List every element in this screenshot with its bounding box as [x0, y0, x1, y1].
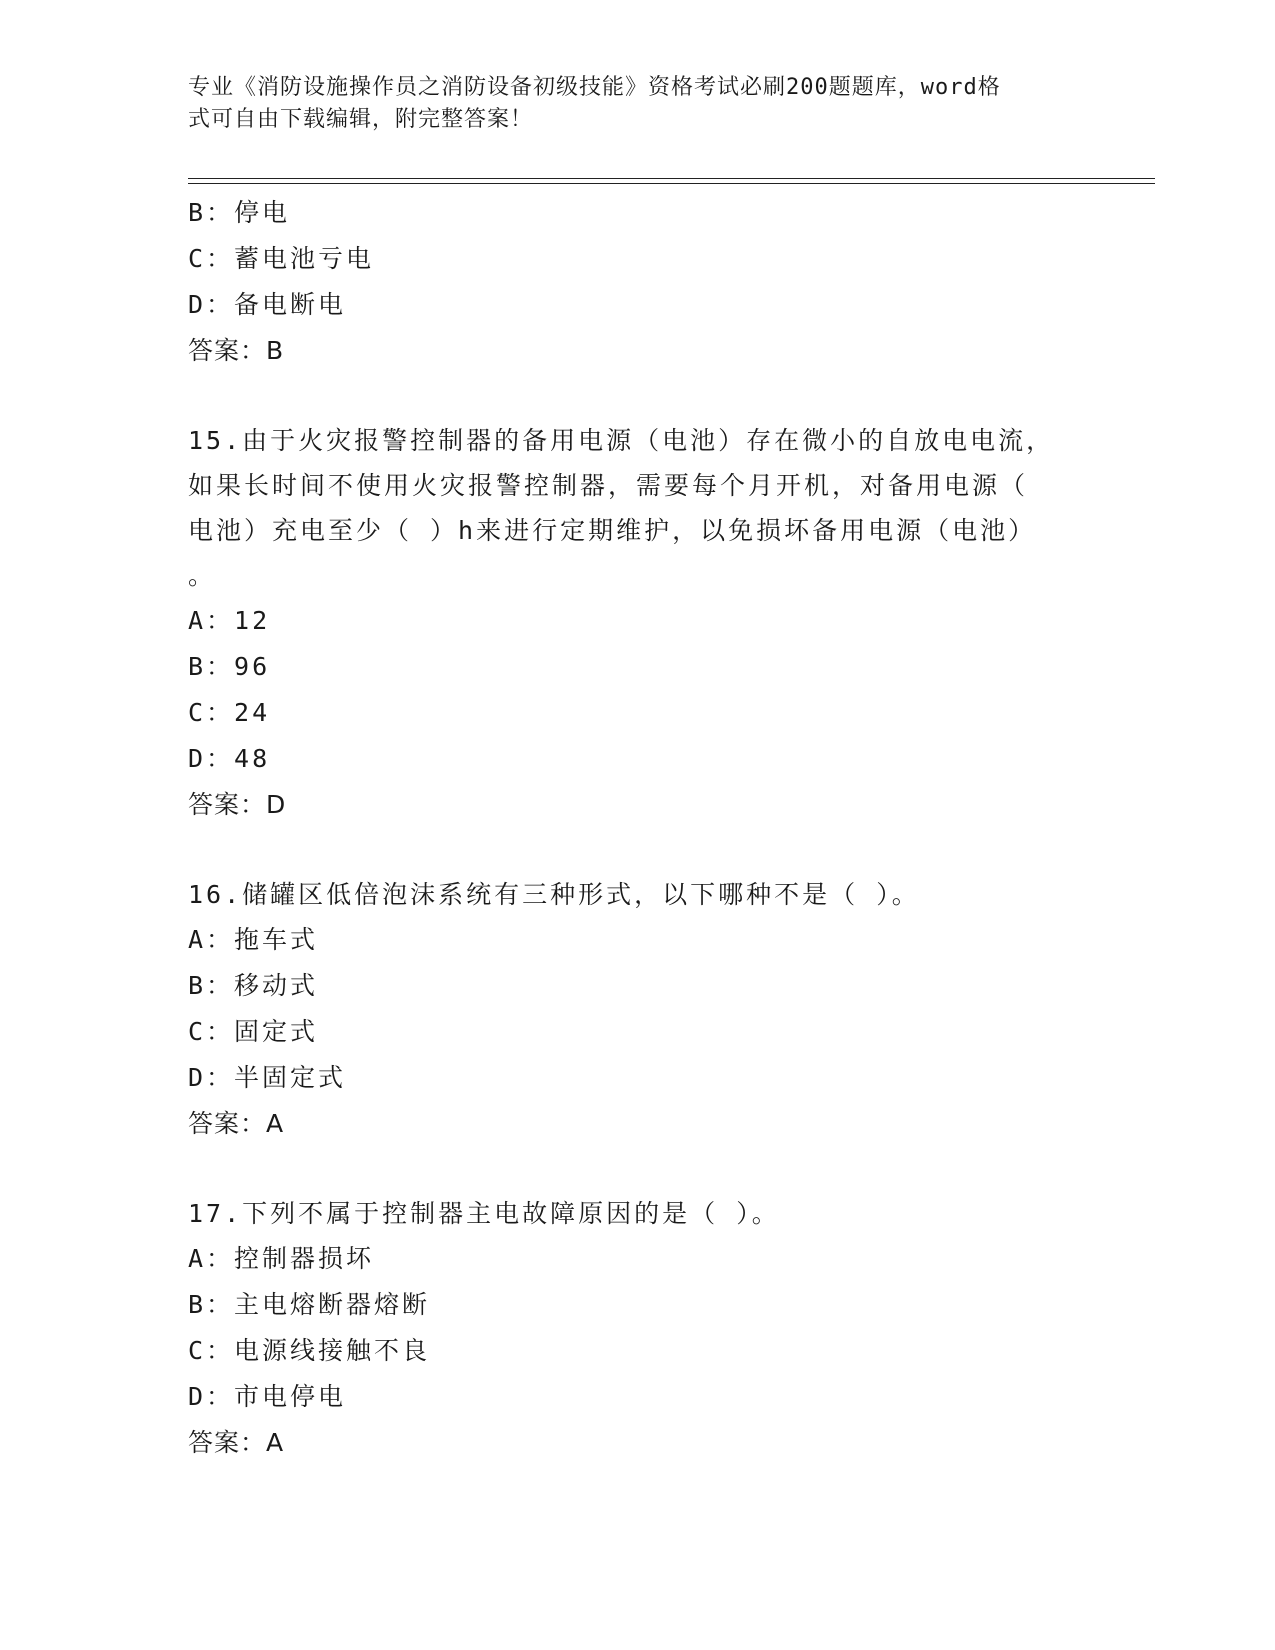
question-text-line: 17.下列不属于控制器主电故障原因的是（ ）。	[188, 1199, 780, 1228]
question-text-line: 电池）充电至少（ ）h来进行定期维护，以免损坏备用电源（电池）	[188, 516, 1037, 545]
question-17	[188, 1191, 1078, 1466]
question-list	[188, 190, 1078, 1466]
question-16	[188, 872, 1078, 1147]
answer-line: 答案：D	[188, 790, 287, 819]
partial-question-14	[188, 190, 1078, 374]
option-d: D：48	[188, 744, 271, 773]
option-d: D：市电停电	[188, 1382, 347, 1411]
header-divider-top	[188, 178, 1155, 179]
option-a: A：控制器损坏	[188, 1244, 375, 1273]
option-b: B：96	[188, 652, 271, 681]
option-a: A：拖车式	[188, 925, 319, 954]
answer-line: 答案：A	[188, 1109, 285, 1138]
option-c: C：蓄电池亏电	[188, 244, 375, 273]
header-line-1: 专业《消防设施操作员之消防设备初级技能》资格考试必刷200题题库，word格	[188, 75, 1001, 100]
option-d: D：备电断电	[188, 290, 347, 319]
question-text-line: 15.由于火灾报警控制器的备用电源（电池）存在微小的自放电电流，	[188, 426, 1055, 455]
question-text-line: 16.储罐区低倍泡沫系统有三种形式，以下哪种不是（ ）。	[188, 880, 920, 909]
document-header	[188, 72, 1068, 136]
option-b: B：主电熔断器熔断	[188, 1290, 431, 1319]
answer-line: 答案：B	[188, 336, 285, 365]
header-line-2: 式可自由下载编辑，附完整答案！	[188, 107, 534, 132]
option-d: D：半固定式	[188, 1063, 347, 1092]
option-c: C：固定式	[188, 1017, 319, 1046]
option-c: C：24	[188, 698, 271, 727]
option-b: B：停电	[188, 198, 291, 227]
option-c: C：电源线接触不良	[188, 1336, 431, 1365]
option-b: B：移动式	[188, 971, 319, 1000]
answer-line: 答案：A	[188, 1428, 285, 1457]
question-text-line: 。	[188, 561, 217, 590]
option-a: A：12	[188, 606, 271, 635]
header-divider-bottom	[188, 183, 1155, 184]
question-text-line: 如果长时间不使用火灾报警控制器，需要每个月开机，对备用电源（	[188, 471, 1029, 500]
question-15	[188, 418, 1078, 828]
